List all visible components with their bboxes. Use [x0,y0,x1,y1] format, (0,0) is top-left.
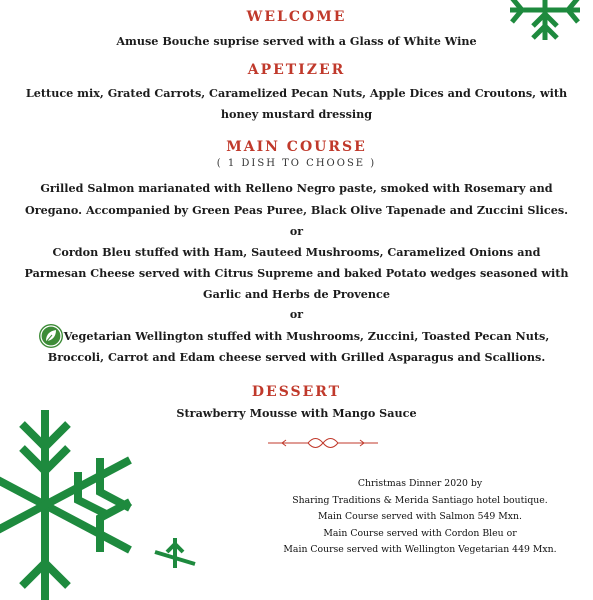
appetizer-heading: APETIZER [247,62,346,78]
snowflake-icon [0,410,140,600]
dessert-text: Strawberry Mousse with Mango Sauce [176,406,417,420]
footer-line: Main Course served with Wellington Vegetarian 449 Mxn. [283,544,557,555]
or-separator-1: or [289,225,304,238]
footer-line: Main Course served with Cordon Bleu or [323,527,517,539]
appetizer-line-2: honey mustard dressing [220,107,373,121]
snowflake-icon [150,538,200,568]
welcome-heading: WELCOME [246,9,347,25]
cordon-bleu-line-2: Parmesan Cheese served with Citrus Supreme and baked Potato wedges seasoned with [24,266,569,280]
appetizer-line-1: Lettuce mix, Grated Carrots, Caramelized Pecan Nuts, Apple Dices and Croutons, with [25,86,568,100]
or-separator-2: or [289,308,304,321]
footer-line: Sharing Traditions & Merida Santiago hotel boutique. [292,494,548,506]
salmon-line-1: Grilled Salmon marianated with Relleno Negro paste, smoked with Rosemary and [40,181,553,195]
ornament-divider [268,436,378,450]
welcome-text: Amuse Bouche suprise served with a Glass of White Wine [116,34,477,48]
cordon-bleu-line-3: Garlic and Herbs de Provence [203,287,390,301]
salmon-line-2: Oregano. Accompanied by Green Peas Puree, Black Olive Tapenade and Zuccini Slices. [24,203,569,217]
cordon-bleu-line-1: Cordon Bleu stuffed with Ham, Sauteed Mushrooms, Caramelized Onions and [52,245,541,259]
footer-info [250,476,590,559]
dessert-heading: DESSERT [251,384,342,400]
main-course-subheading: ( 1 DISH TO CHOOSE ) [216,158,377,169]
main-course-heading: MAIN COURSE [226,139,367,155]
vegetarian-line-1: Vegetarian Wellington stuffed with Mushrooms, Zuccini, Toasted Pecan Nuts, [63,329,550,343]
vegetarian-line-2: Broccoli, Carrot and Edam cheese served with Grilled Asparagus and Scallions. [47,350,546,364]
footer-line: Main Course served with Salmon 549 Mxn. [318,511,522,522]
footer-line: Christmas Dinner 2020 by [357,478,483,489]
